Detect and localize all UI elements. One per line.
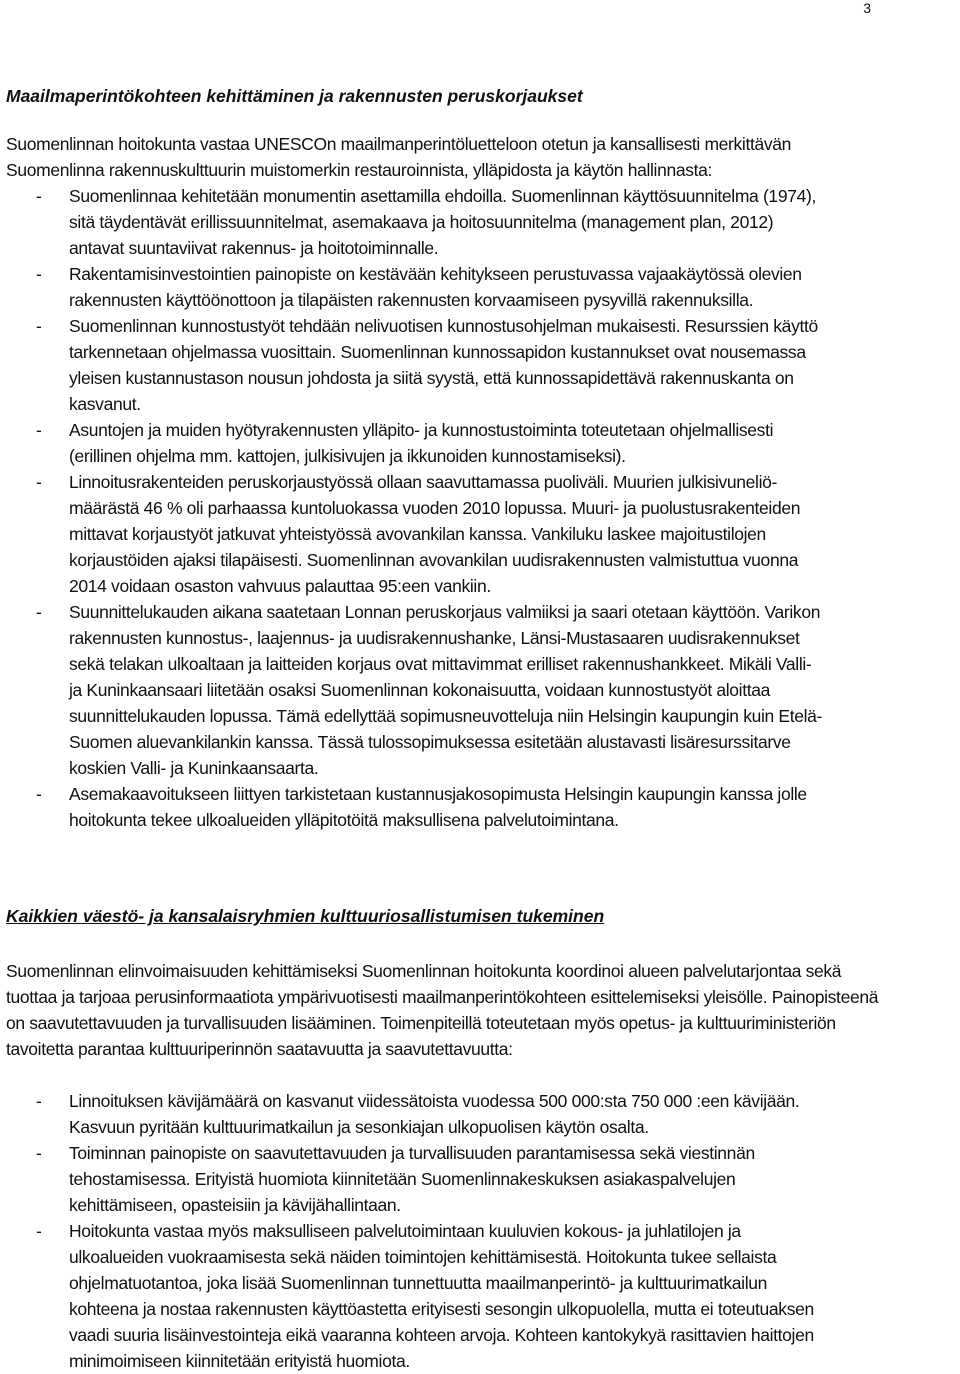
list-item: [6, 1218, 956, 1374]
list-item-line: Rakentamisinvestointien painopiste on kestävään kehitykseen perustuvassa vajaakäytössä olevien: [69, 264, 802, 284]
list-item: [6, 261, 956, 313]
section2-bullet-list: [6, 1088, 956, 1374]
list-item-line: kasvanut.: [69, 394, 141, 414]
list-item-line: koskien Valli- ja Kuninkaansaarta.: [69, 758, 319, 778]
section-heading-world-heritage: Maailmaperintökohteen kehittäminen ja rakennusten peruskorjaukset: [6, 86, 583, 106]
intro-line: tavoitetta parantaa kulttuuriperinnön saatavuutta ja saavutettavuutta:: [6, 1039, 513, 1059]
list-item-line: minimoimiseen kiinnitetään erityistä huomiota.: [69, 1351, 410, 1371]
list-item: [6, 469, 956, 599]
list-item-line: määrästä 46 % oli parhaassa kuntoluokassa vuoden 2010 lopussa. Muuri- ja puolustusrakenteiden: [69, 498, 801, 518]
section1-intro: [6, 131, 960, 183]
list-item-line: Kasvuun pyritään kulttuurimatkailun ja sesonkiajan ulkopuolisen käytön osalta.: [69, 1117, 649, 1137]
intro-line: Suomenlinnan elinvoimaisuuden kehittämiseksi Suomenlinnan hoitokunta koordinoi alueen palvelutarjontaa sekä: [6, 961, 842, 981]
list-item-line: suunnittelukauden lopussa. Tämä edellyttää sopimusneuvotteluja niin Helsingin kaupungin kuin Etelä-: [69, 706, 823, 726]
list-item-line: Linnoitusrakenteiden peruskorjaustyössä ollaan saavuttamassa puoliväli. Muurien julkisivuneliö-: [69, 472, 777, 492]
list-item-line: sitä täydentävät erillissuunnitelmat, asemakaava ja hoitosuunnitelma (management plan, 2012): [69, 212, 774, 232]
list-item-line: ulkoalueiden vuokraamisesta sekä näiden toimintojen kehittämisestä. Hoitokunta tukee sellaista: [69, 1247, 777, 1267]
list-item-line: (erillinen ohjelma mm. kattojen, julkisivujen ja ikkunoiden kunnostamiseksi).: [69, 446, 626, 466]
bullet-dash: -: [36, 264, 42, 284]
bullet-dash: -: [36, 472, 42, 492]
list-item-line: rakennusten käyttöönottoon ja tilapäisten rakennusten korvaamiseen pysyvillä rakennuksilla.: [69, 290, 754, 310]
list-item-line: Suomenlinnan kunnostustyöt tehdään nelivuotisen kunnostusohjelman mukaisesti. Resurssien käyttö: [69, 316, 818, 336]
bullet-dash: -: [36, 420, 42, 440]
list-item-line: 2014 voidaan osaston vahvuus palauttaa 95:een vankiin.: [69, 576, 491, 596]
list-item-line: Suomen aluevankilankin kanssa. Tässä tulossopimuksessa esitetään alustavasti lisäresurssitarve: [69, 732, 791, 752]
list-item-line: Toiminnan painopiste on saavutettavuuden ja turvallisuuden parantamisessa sekä viestinnän: [69, 1143, 755, 1163]
list-item: [6, 313, 956, 417]
list-item-line: rakennusten kunnostus-, laajennus- ja uudisrakennushanke, Länsi-Mustasaaren uudisrakennukset: [69, 628, 800, 648]
list-item-line: ja Kuninkaansaari liitetään osaksi Suomenlinnan kokonaisuutta, voidaan kunnostustyöt aloittaa: [69, 680, 770, 700]
intro-line: Suomenlinna rakennuskulttuurin muistomerkin restauroinnista, ylläpidosta ja käytön hallinnasta:: [6, 160, 713, 180]
list-item-line: Linnoituksen kävijämäärä on kasvanut viidessätoista vuodessa 500 000:sta 750 000 :een kävijään.: [69, 1091, 800, 1111]
bullet-dash: -: [36, 186, 42, 206]
intro-line: Suomenlinnan hoitokunta vastaa UNESCOn maailmanperintöluetteloon otetun ja kansallisesti merkittävän: [6, 134, 792, 154]
list-item-line: Asemakaavoitukseen liittyen tarkistetaan kustannusjakosopimusta Helsingin kaupungin kanssa jolle: [69, 784, 807, 804]
bullet-dash: -: [36, 1221, 42, 1241]
list-item-line: tarkennetaan ohjelmassa vuosittain. Suomenlinnan kunnossapidon kustannukset ovat nousemassa: [69, 342, 806, 362]
list-item: [6, 1140, 956, 1218]
list-item-line: kohteena ja nostaa rakennusten käyttöastetta erityisesti sesongin ulkopuolella, mutta ei toteutuaksen: [69, 1299, 814, 1319]
list-item: [6, 183, 956, 261]
list-item: [6, 599, 956, 781]
bullet-dash: -: [36, 1143, 42, 1163]
list-item-line: antavat suuntaviivat rakennus- ja hoitotoiminnalle.: [69, 238, 439, 258]
list-item-line: tehostamisessa. Erityistä huomiota kiinnitetään Suomenlinnakeskuksen asiakaspalvelujen: [69, 1169, 736, 1189]
bullet-dash: -: [36, 1091, 42, 1111]
list-item: [6, 417, 956, 469]
list-item-line: korjaustöiden ajaksi tilapäisesti. Suomenlinnan avovankilan uudisrakennusten valmistuttua vuonna: [69, 550, 799, 570]
list-item-line: hoitokunta tekee ulkoalueiden ylläpitotöitä maksullisena palvelutoimintana.: [69, 810, 619, 830]
list-item-line: Suomenlinnaa kehitetään monumentin asettamilla ehdoilla. Suomenlinnan käyttösuunnitelma (1974),: [69, 186, 816, 206]
list-item: [6, 1088, 956, 1140]
bullet-dash: -: [36, 602, 42, 622]
list-item: [6, 781, 956, 833]
list-item-line: sekä telakan ulkoaltaan ja laitteiden korjaus ovat mittavimmat erilliset rakennushankkeet. Mikäli Valli-: [69, 654, 812, 674]
section2-intro: [6, 958, 960, 1062]
list-item-line: Hoitokunta vastaa myös maksulliseen palvelutoimintaan kuuluvien kokous- ja juhlatilojen ja: [69, 1221, 741, 1241]
list-item-line: yleisen kustannustason nousun johdosta ja siitä syystä, että kunnossapidettävä rakennuskanta on: [69, 368, 794, 388]
bullet-dash: -: [36, 316, 42, 336]
list-item-line: ohjelmatuotantoa, joka lisää Suomenlinnan tunnettuutta maailmanperintö- ja kulttuurimatkailun: [69, 1273, 768, 1293]
intro-line: tuottaa ja tarjoaa perusinformaatiota ympärivuotisesti maailmanperintökohteen esittelemiseksi yleisölle. Painopisteenä: [6, 987, 879, 1007]
section-heading-cultural-participation: Kaikkien väestö- ja kansalaisryhmien kulttuuriosallistumisen tukeminen: [6, 906, 605, 926]
list-item-line: mittavat korjaustyöt jatkuvat yhteistyössä avovankilan kanssa. Vankiluku laskee majoitustilojen: [69, 524, 766, 544]
bullet-dash: -: [36, 784, 42, 804]
list-item-line: kehittämiseen, opasteisiin ja kävijähallintaan.: [69, 1195, 401, 1215]
page-number: 3: [863, 0, 871, 16]
list-item-line: Suunnittelukauden aikana saatetaan Lonnan peruskorjaus valmiiksi ja saari otetaan käyttöön. Varikon: [69, 602, 821, 622]
list-item-line: Asuntojen ja muiden hyötyrakennusten ylläpito- ja kunnostustoiminta toteutetaan ohjelmallisesti: [69, 420, 774, 440]
intro-line: on saavutettavuuden ja turvallisuuden lisääminen. Toimenpiteillä toteutetaan myös opetus- ja kulttuuriministeriön: [6, 1013, 836, 1033]
section1-bullet-list: [6, 183, 956, 833]
list-item-line: vaadi suuria lisäinvestointeja eikä vaaranna kohteen arvoja. Kohteen kantokykyä rasittavien haittojen: [69, 1325, 814, 1345]
